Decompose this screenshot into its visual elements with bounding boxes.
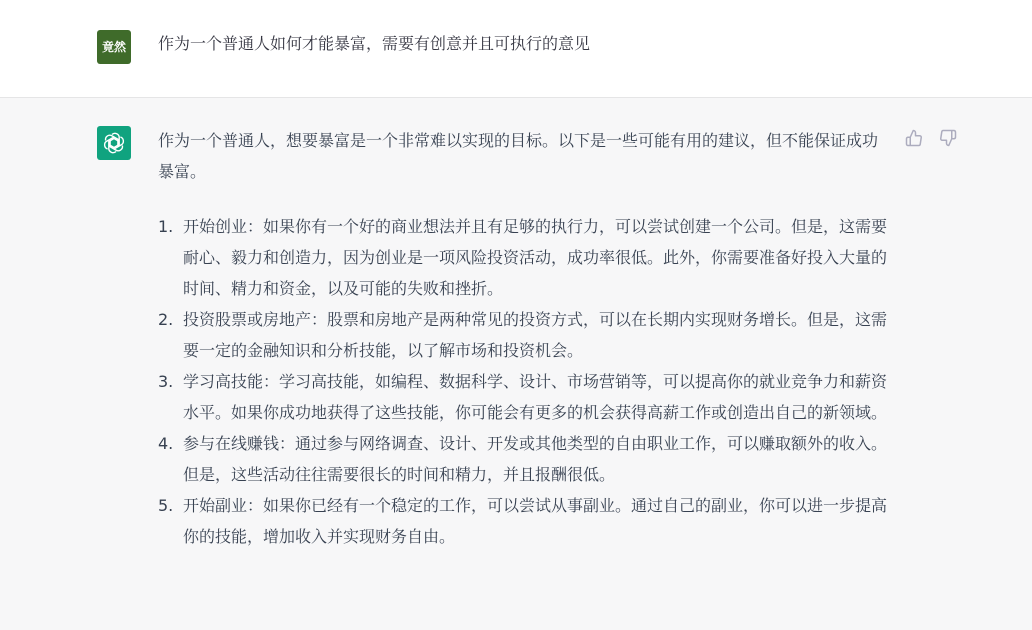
list-item-number: 2. [158,310,174,329]
openai-logo-icon [102,131,126,155]
list-item-text: 参与在线赚钱：通过参与网络调查、设计、开发或其他类型的自由职业工作，可以赚取额外的收入。但是，这些活动往往需要很长的时间和精力，并且报酬很低。 [183,434,888,484]
list-item-number: 1. [158,217,174,236]
list-item-text: 开始副业：如果你已经有一个稳定的工作，可以尝试从事副业。通过自己的副业，你可以进一步提高你的技能，增加收入并实现财务自由。 [183,496,888,546]
thumbs-down-icon [939,129,957,147]
user-message-row [0,0,1032,98]
feedback-buttons [904,128,958,148]
user-avatar: 竟然 [97,30,131,64]
list-item-number: 3. [158,372,174,391]
list-item [158,304,888,366]
assistant-intro-text: 作为一个普通人，想要暴富是一个非常难以实现的目标。以下是一些可能有用的建议，但不能保证成功暴富。 [158,131,879,181]
thumbs-up-icon [905,129,923,147]
list-item-number: 4. [158,434,174,453]
user-message-text: 作为一个普通人如何才能暴富，需要有创意并且可执行的意见 [158,34,591,53]
list-item-text: 投资股票或房地产：股票和房地产是两种常见的投资方式，可以在长期内实现财务增长。但是，这需要一定的金融知识和分析技能，以了解市场和投资机会。 [183,310,888,360]
list-item [158,490,888,552]
suggestion-list [158,211,888,552]
list-item [158,211,888,304]
list-item [158,366,888,428]
assistant-message-row [0,98,1032,630]
thumbs-up-button[interactable] [904,128,924,148]
list-item-number: 5. [158,496,174,515]
list-item-text: 开始创业：如果你有一个好的商业想法并且有足够的执行力，可以尝试创建一个公司。但是，这需要耐心、毅力和创造力，因为创业是一项风险投资活动，成功率很低。此外，你需要准备好投入大量的时间、精力和资金，以及可能的失败和挫折。 [183,217,888,298]
list-item-text: 学习高技能：学习高技能，如编程、数据科学、设计、市场营销等，可以提高你的就业竞争力和薪资水平。如果你成功地获得了这些技能，你可能会有更多的机会获得高薪工作或创造出自己的新领域。 [183,372,888,422]
thumbs-down-button[interactable] [938,128,958,148]
list-item [158,428,888,490]
assistant-message-content [158,125,888,552]
assistant-avatar [97,126,131,160]
